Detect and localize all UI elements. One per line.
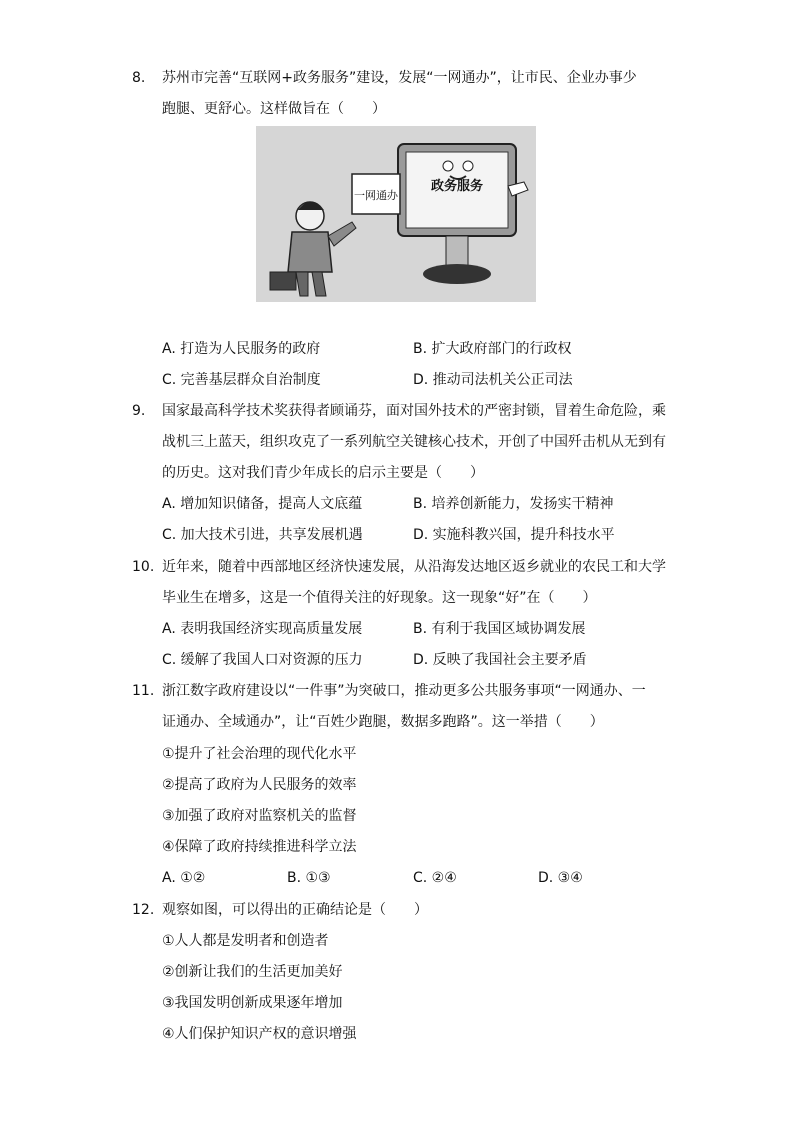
option-b[interactable]: B. 扩大政府部门的行政权: [413, 341, 572, 357]
question-number: 12.: [132, 902, 155, 918]
statement-item: ④人们保护知识产权的意识增强: [162, 1026, 357, 1042]
screen-stand: [446, 236, 468, 266]
option-d[interactable]: D. 反映了我国社会主要矛盾: [413, 652, 587, 668]
question-stem-line: 浙江数字政府建设以“一件事”为突破口，推动更多公共服务事项“一网通办、一: [162, 683, 646, 699]
option-c[interactable]: C. 加大技术引进，共享发展机遇: [162, 527, 363, 543]
question-number: 11.: [132, 683, 155, 699]
question-number: 8.: [132, 70, 146, 86]
option-b[interactable]: B. 培养创新能力，发扬实干精神: [413, 496, 614, 512]
question-number: 10.: [132, 559, 155, 575]
government-service-illustration: [256, 126, 536, 302]
question-stem-line: 近年来，随着中西部地区经济快速发展，从沿海发达地区返乡就业的农民工和大学: [162, 559, 666, 575]
statement-item: ③加强了政府对监察机关的监督: [162, 808, 357, 824]
briefcase-icon: [270, 272, 296, 290]
option-c[interactable]: C. ②④: [413, 870, 457, 886]
illustration-svg: [256, 126, 536, 302]
question-stem-line: 观察如图，可以得出的正确结论是（ ）: [162, 902, 428, 918]
question-stem-line: 证通办、全域通办”，让“百姓少跑腿，数据多跑路”。这一举措（ ）: [162, 714, 604, 730]
option-a[interactable]: A. 增加知识储备，提高人文底蕴: [162, 496, 363, 512]
statement-item: ②创新让我们的生活更加美好: [162, 964, 343, 980]
question-number: 9.: [132, 403, 146, 419]
option-a[interactable]: A. ①②: [162, 870, 206, 886]
statement-item: ②提高了政府为人民服务的效率: [162, 777, 357, 793]
statement-item: ①提升了社会治理的现代化水平: [162, 746, 357, 762]
screen-eye-icon: [463, 161, 473, 171]
option-d[interactable]: D. 推动司法机关公正司法: [413, 372, 573, 388]
option-b[interactable]: B. ①③: [287, 870, 331, 886]
man-body-icon: [288, 232, 332, 272]
question-stem-line: 国家最高科学技术奖获得者顾诵芬，面对国外技术的严密封锁，冒着生命危险，乘: [162, 403, 666, 419]
option-c[interactable]: C. 完善基层群众自治制度: [162, 372, 321, 388]
option-c[interactable]: C. 缓解了我国人口对资源的压力: [162, 652, 363, 668]
option-d[interactable]: D. ③④: [538, 870, 583, 886]
option-d[interactable]: D. 实施科教兴国，提升科技水平: [413, 527, 615, 543]
statement-item: ③我国发明创新成果逐年增加: [162, 995, 343, 1011]
question-stem-line: 跑腿、更舒心。这样做旨在（ ）: [162, 101, 386, 117]
screen-text: 政务服务: [430, 179, 484, 194]
question-stem-line: 战机三上蓝天，组织攻克了一系列航空关键核心技术，开创了中国歼击机从无到有: [162, 434, 666, 450]
option-a[interactable]: A. 表明我国经济实现高质量发展: [162, 621, 363, 637]
sign-text: 一网通办: [354, 189, 398, 202]
screen-eye-icon: [443, 161, 453, 171]
question-stem-line: 毕业生在增多，这是一个值得关注的好现象。这一现象“好”在（ ）: [162, 590, 597, 606]
question-stem-line: 的历史。这对我们青少年成长的启示主要是（ ）: [162, 465, 484, 481]
question-stem-line: 苏州市完善“互联网+政务服务”建设，发展“一网通办”，让市民、企业办事少: [162, 70, 637, 86]
option-a[interactable]: A. 打造为人民服务的政府: [162, 341, 321, 357]
statement-item: ④保障了政府持续推进科学立法: [162, 839, 357, 855]
option-b[interactable]: B. 有利于我国区域协调发展: [413, 621, 586, 637]
screen-base: [423, 264, 491, 284]
statement-item: ①人人都是发明者和创造者: [162, 933, 329, 949]
